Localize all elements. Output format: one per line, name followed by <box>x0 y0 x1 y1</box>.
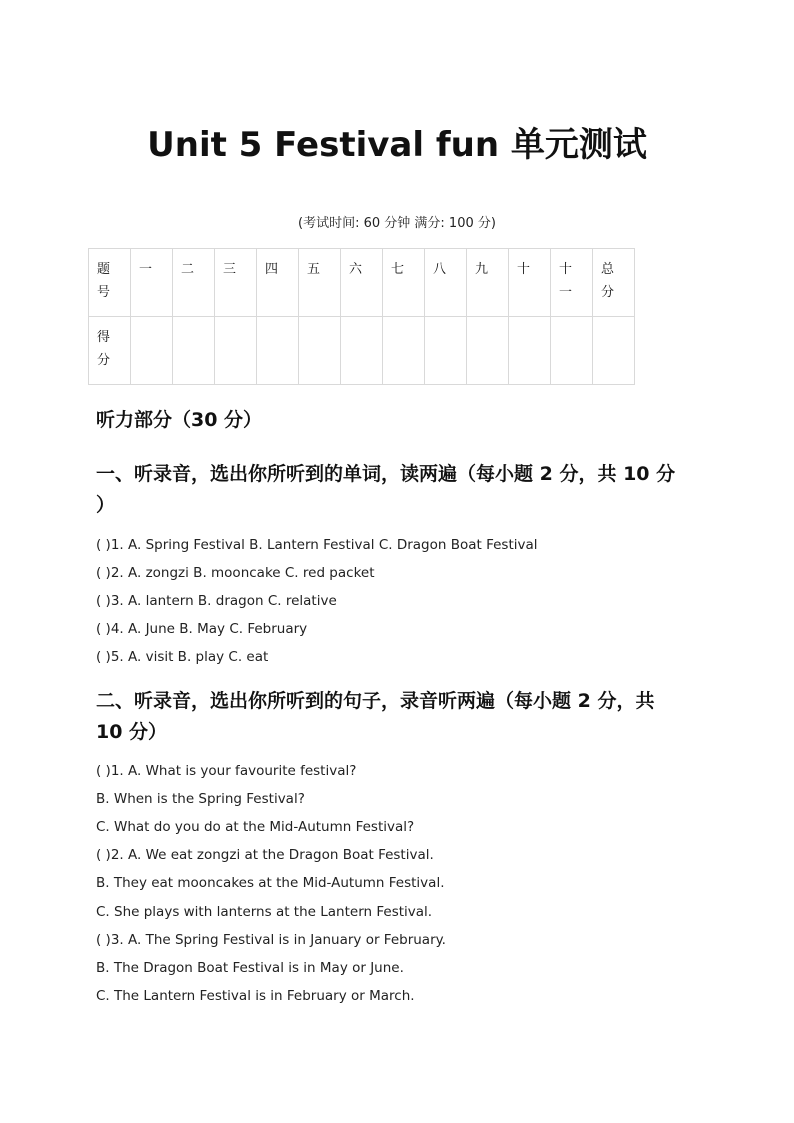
header-cell: 三 <box>215 249 257 317</box>
header-cell: 四 <box>257 249 299 317</box>
question-item: ( )3. A. lantern B. dragon C. relative <box>96 593 337 609</box>
exam-info: (考试时间: 60 分钟 满分: 100 分) <box>298 216 496 231</box>
score-cell <box>593 317 635 385</box>
score-table-score-row <box>89 317 635 385</box>
question-option: C. She plays with lanterns at the Lantern Festival. <box>96 904 433 920</box>
score-cell <box>425 317 467 385</box>
question-item: ( )3. A. The Spring Festival is in January or February. <box>96 932 446 948</box>
section1-heading-line1: 一、听录音，选出你所听到的单词，读两遍（每小题 2 分，共 10 分 <box>96 463 676 485</box>
header-cell: 五 <box>299 249 341 317</box>
question-item: ( )2. A. We eat zongzi at the Dragon Boat Festival. <box>96 847 434 863</box>
score-cell <box>383 317 425 385</box>
header-cell: 一 <box>131 249 173 317</box>
score-cell <box>299 317 341 385</box>
score-cell <box>341 317 383 385</box>
listening-heading: 听力部分（30 分） <box>96 409 263 431</box>
header-cell: 十 一 <box>551 249 593 317</box>
header-cell: 二 <box>173 249 215 317</box>
question-item: ( )4. A. June B. May C. February <box>96 621 308 637</box>
score-cell <box>173 317 215 385</box>
question-option: B. The Dragon Boat Festival is in May or June. <box>96 960 404 976</box>
question-item: ( )5. A. visit B. play C. eat <box>96 649 269 665</box>
score-table <box>88 248 635 385</box>
header-cell: 六 <box>341 249 383 317</box>
score-cell <box>131 317 173 385</box>
question-item: ( )1. A. What is your favourite festival? <box>96 763 357 779</box>
section1-heading-line2: ） <box>96 494 116 516</box>
score-cell <box>467 317 509 385</box>
question-option: C. The Lantern Festival is in February or March. <box>96 988 415 1004</box>
score-cell <box>551 317 593 385</box>
question-option: B. When is the Spring Festival? <box>96 791 305 807</box>
score-row-label: 得 分 <box>89 317 131 385</box>
question-option: C. What do you do at the Mid-Autumn Festival? <box>96 819 415 835</box>
score-cell <box>257 317 299 385</box>
section2-heading-line1: 二、听录音，选出你所听到的句子，录音听两遍（每小题 2 分，共 <box>96 690 655 712</box>
page-title: Unit 5 Festival fun 单元测试 <box>147 125 647 165</box>
score-cell <box>509 317 551 385</box>
header-cell: 九 <box>467 249 509 317</box>
header-cell: 七 <box>383 249 425 317</box>
header-cell: 十 <box>509 249 551 317</box>
header-cell: 题 号 <box>89 249 131 317</box>
question-item: ( )1. A. Spring Festival B. Lantern Festival C. Dragon Boat Festival <box>96 537 538 553</box>
question-item: ( )2. A. zongzi B. mooncake C. red packet <box>96 565 375 581</box>
section2-heading-line2: 10 分） <box>96 721 168 743</box>
header-cell: 八 <box>425 249 467 317</box>
header-cell: 总 分 <box>593 249 635 317</box>
score-table-header-row <box>89 249 635 317</box>
question-option: B. They eat mooncakes at the Mid-Autumn Festival. <box>96 875 445 891</box>
score-cell <box>215 317 257 385</box>
